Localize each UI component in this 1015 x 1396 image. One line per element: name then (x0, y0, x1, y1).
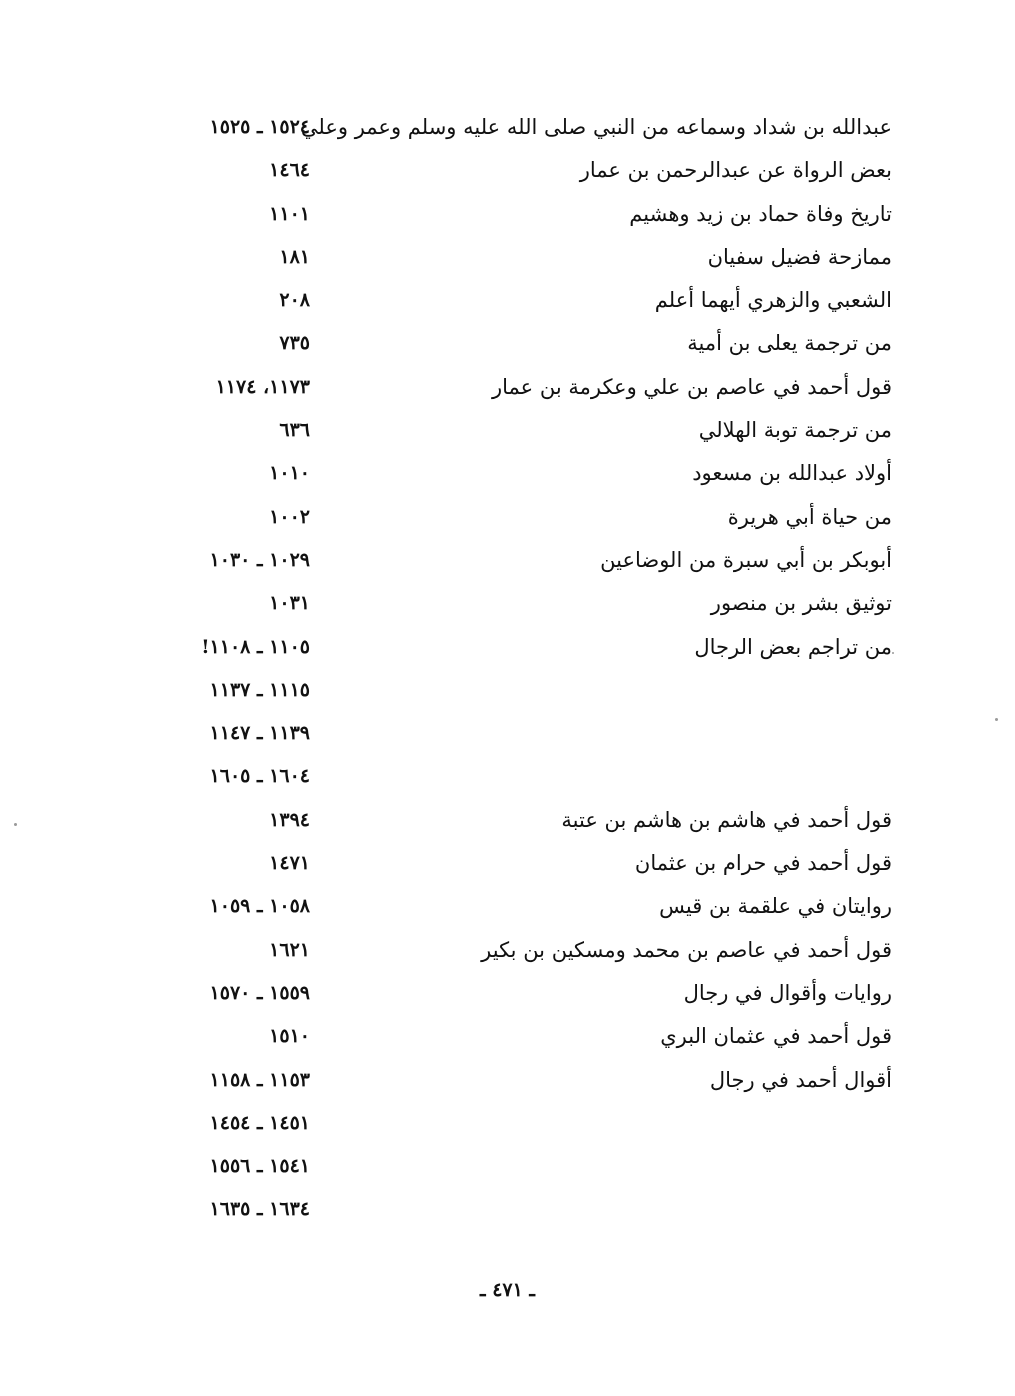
entry-topic: من تراجم بعض الرجال (694, 634, 892, 659)
scan-speck (892, 652, 894, 654)
entry-topic: روايات وأقوال في رجال (683, 980, 892, 1005)
entry-topic: توثيق بشر بن منصور (710, 591, 892, 616)
index-entry (150, 106, 895, 149)
entry-pages: ١٠٥٨ ـ ١٠٥٩ (209, 895, 310, 918)
entry-topic: عبدالله بن شداد وسماعه من النبي صلى الله عليه وسلم وعمر وعلي (300, 115, 892, 139)
index-entry (150, 1145, 895, 1188)
index-entry (150, 582, 895, 625)
entry-pages: ١١٠٥ ـ ١١٠٨! (201, 635, 310, 658)
entry-topic: أولاد عبدالله بن مسعود (692, 461, 892, 486)
index-entry (150, 626, 895, 669)
entry-pages: ١٥١٠ (269, 1025, 310, 1048)
entry-pages: ١٦٣٤ ـ ١٦٣٥ (209, 1198, 310, 1221)
entry-pages: ١١٠١ (269, 202, 310, 225)
index-entry (150, 972, 895, 1015)
index-entry (150, 452, 895, 495)
index-entry (150, 885, 895, 928)
entry-topic: قول أحمد في عاصم بن محمد ومسكين بن بكير (481, 937, 892, 962)
index-entry (150, 755, 895, 798)
entry-topic: الشعبي والزهري أيهما أعلم (654, 288, 892, 313)
entry-pages: ١٥٤١ ـ ١٥٥٦ (209, 1155, 310, 1178)
entry-topic: قول أحمد في حرام بن عثمان (634, 851, 892, 876)
entry-topic: تاريخ وفاة حماد بن زيد وهشيم (629, 201, 892, 226)
scan-speck (995, 718, 998, 721)
page-number: ـ ٤٧١ ـ (480, 1279, 535, 1301)
entry-topic: أقوال أحمد في رجال (709, 1067, 892, 1092)
entry-topic: روايتان في علقمة بن قيس (659, 894, 892, 919)
entry-pages: ١٠٢٩ ـ ١٠٣٠ (209, 548, 310, 571)
entry-pages: ١٤٧١ (269, 852, 310, 875)
index-entry (150, 1188, 895, 1231)
entry-pages: ١٦٢١ (269, 938, 310, 961)
index-entry (150, 712, 895, 755)
index-entry (150, 193, 895, 236)
scan-speck (14, 823, 17, 826)
index-entry (150, 322, 895, 365)
index-entry (150, 149, 895, 192)
entry-topic: من ترجمة يعلى بن أمية (687, 331, 892, 356)
index-entry (150, 539, 895, 582)
entry-pages: ١٠٠٢ (269, 505, 310, 528)
entry-topic: أبوبكر بن أبي سبرة من الوضاعين (600, 547, 892, 572)
entry-pages: ١٦٠٤ ـ ١٦٠٥ (209, 765, 310, 788)
index-entry (150, 929, 895, 972)
index-entry (150, 1102, 895, 1145)
entry-pages: ١٥٥٩ ـ ١٥٧٠ (209, 981, 310, 1004)
index-entry (150, 1059, 895, 1102)
entry-pages: ١٨١ (279, 245, 310, 268)
entry-pages: ١٠٣١ (269, 592, 310, 615)
entry-pages: ٦٣٦ (279, 419, 310, 442)
entry-pages: ١٤٦٤ (269, 159, 310, 182)
entry-pages: ٢٠٨ (279, 289, 310, 312)
entry-topic: من ترجمة توبة الهلالي (698, 418, 892, 443)
index-entry (150, 1015, 895, 1058)
entry-pages: ١٥٢٤ ـ ١٥٢٥ (209, 116, 310, 138)
entry-pages: ١١١٥ ـ ١١٣٧ (209, 678, 310, 701)
entry-topic: من حياة أبي هريرة (727, 504, 892, 529)
index-entry (150, 842, 895, 885)
entry-topic: قول أحمد في عاصم بن علي وعكرمة بن عمار (491, 374, 892, 399)
index-entry (150, 496, 895, 539)
index-entry (150, 279, 895, 322)
index-entry (150, 669, 895, 712)
index-entry (150, 236, 895, 279)
entry-pages: ٧٣٥ (279, 332, 310, 355)
entry-topic: بعض الرواة عن عبدالرحمن بن عمار (579, 158, 892, 183)
index-list (150, 106, 895, 1232)
entry-pages: ١٣٩٤ (269, 808, 310, 831)
entry-pages: ١١٥٣ ـ ١١٥٨ (209, 1068, 310, 1091)
index-entry (150, 799, 895, 842)
entry-topic: قول أحمد في هاشم بن هاشم بن عتبة (561, 807, 892, 832)
entry-pages: ١٤٥١ ـ ١٤٥٤ (209, 1111, 310, 1134)
index-entry (150, 409, 895, 452)
entry-topic: قول أحمد في عثمان البري (660, 1024, 892, 1049)
index-entry (150, 366, 895, 409)
entry-pages: ١١٣٩ ـ ١١٤٧ (209, 722, 310, 745)
entry-pages: ١٠١٠ (269, 462, 310, 485)
entry-pages: ١١٧٣، ١١٧٤ (215, 375, 310, 398)
entry-topic: ممازحة فضيل سفيان (707, 244, 892, 269)
